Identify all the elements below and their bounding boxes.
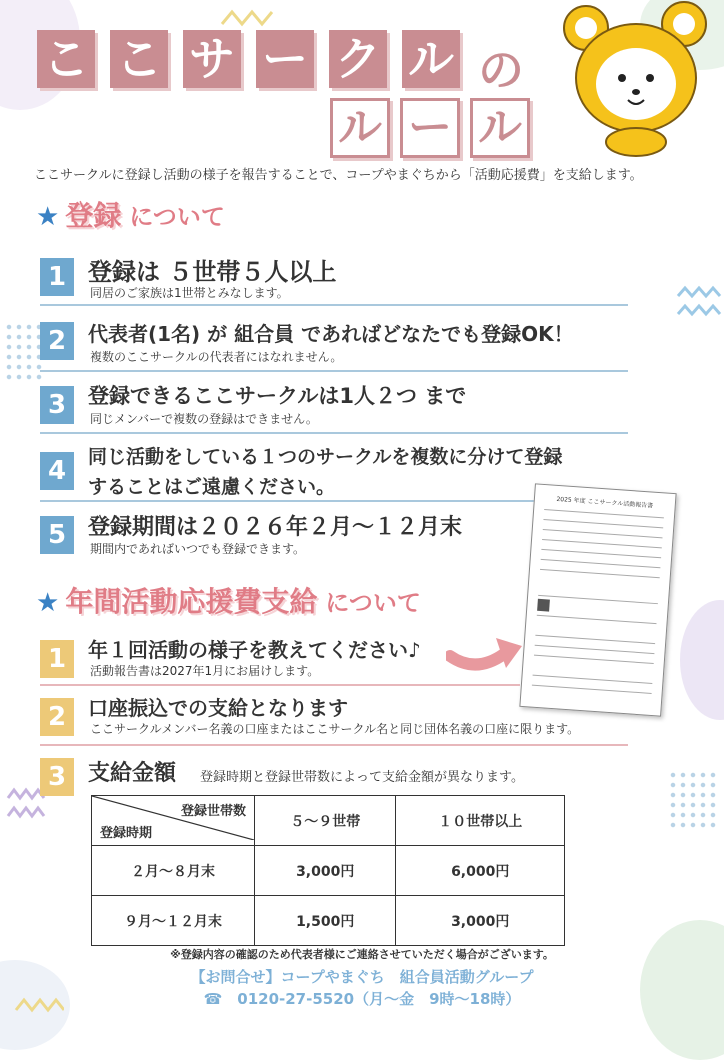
item-main-text: 登録は ５世帯５人以上 [88,258,337,286]
decor-blob-right [680,600,724,720]
table-row [92,896,565,946]
item-sub-text: ここサークルメンバー名義の口座またはここサークル名と同じ団体名義の口座に限ります。 [90,722,580,736]
star-icon: ★ [36,202,60,232]
section-registration-heading [36,194,225,234]
list-item [40,380,628,430]
arrow-icon [446,630,526,680]
decor-dots-left [4,322,44,382]
table-row [92,846,565,896]
item-main-text: 口座振込での支給となります [88,696,348,720]
table-corner-cell [92,796,255,846]
row-label: ２月～８月末 [92,846,255,896]
item-sub-text: 同じメンバーで複数の登録はできません。 [90,412,318,426]
table-cell: 1,500円 [255,896,396,946]
table-cell: 3,000円 [255,846,396,896]
corner-bottom-label: 登録時期 [100,826,153,841]
corner-top-label: 登録世帯数 [180,804,246,819]
divider [40,500,540,502]
item-number: 1 [40,258,74,296]
mascot-bear-illustration [556,0,716,160]
item-sub-text: 期間内であればいつでも登録できます。 [90,542,306,556]
title-tile: ク [329,30,387,88]
list-item [40,692,628,742]
title-tile: こ [110,30,168,88]
item-sub-text: 複数のここサークルの代表者にはなれません。 [90,350,343,364]
table-cell: 6,000円 [396,846,565,896]
list-item [40,252,628,302]
item-sub-text: 同居のご家族は1世帯とみなします。 [90,286,289,300]
title-tile: こ [37,30,95,88]
row-label: ９月～１２月末 [92,896,255,946]
intro-text: ここサークルに登録し活動の様子を報告することで、コープやまぐちから「活動応援費」を支給します。 [34,168,643,183]
title-tile: ー [256,30,314,88]
item-main-text: 支給金額 [88,761,177,786]
item-main-text-line2: することはご遠慮ください。 [88,476,336,498]
section-title: 年間活動応援費支給 [65,585,318,618]
footnote: ※登録内容の確認のため代表者様にご連絡させていただく場合がございます。 [170,948,554,961]
divider [40,684,520,686]
section-subtitle: について [129,203,225,231]
table-header-row [92,796,565,846]
section-title: 登録 [65,199,122,232]
star-icon: ★ [36,588,60,618]
list-item [40,634,628,684]
divider [40,304,628,306]
decor-dots-right [668,770,718,830]
title-tile-outline: ー [400,98,460,158]
list-item [40,316,628,366]
item-number: 2 [40,698,74,736]
section-subtitle: について [325,589,421,617]
item-sub-text: 活動報告書は2027年1月にお届けします。 [90,664,320,678]
column-header: １０世帯以上 [396,796,565,846]
contact-phone[interactable]: ☎ 0120-27-5520（月～金 9時～18時） [203,990,521,1008]
contact-title: 【お問合せ】コープやまぐち 組合員活動グループ [190,968,534,986]
item-number: 2 [40,322,74,360]
item-main-text: 年１回活動の様子を教えてください♪ [88,638,421,662]
divider [40,370,628,372]
section-support-heading [36,580,421,620]
item-main-text: 登録期間は２０２６年２月～１２月末 [88,515,463,540]
item-number: 4 [40,452,74,490]
title-particle: の [478,43,524,97]
list-item [40,756,628,796]
item-main-text: 代表者(1名) が 組合員 であればどなたでも登録OK！ [88,322,574,346]
item-number: 5 [40,516,74,554]
payment-table [91,795,565,946]
item-number: 3 [40,386,74,424]
item-note-text: 登録時期と登録世帯数によって支給金額が異なります。 [200,770,524,785]
divider [40,744,628,746]
item-main-text: 登録できるここサークルは1人２つ まで [88,384,467,408]
title-tile-outline: ル [330,98,390,158]
item-number: 1 [40,640,74,678]
item-number: 3 [40,758,74,796]
title-tile-outline: ル [470,98,530,158]
table-cell: 3,000円 [396,896,565,946]
divider [40,432,628,434]
item-main-text: 同じ活動をしている１つのサークルを複数に分けて登録 [88,446,563,468]
form-title: 2025 年度 ここサークル活動報告書 [556,495,654,510]
title-tile: ル [402,30,460,88]
decor-zigzag-right [676,282,722,326]
column-header: ５～９世帯 [255,796,396,846]
title-tile: サ [183,30,241,88]
